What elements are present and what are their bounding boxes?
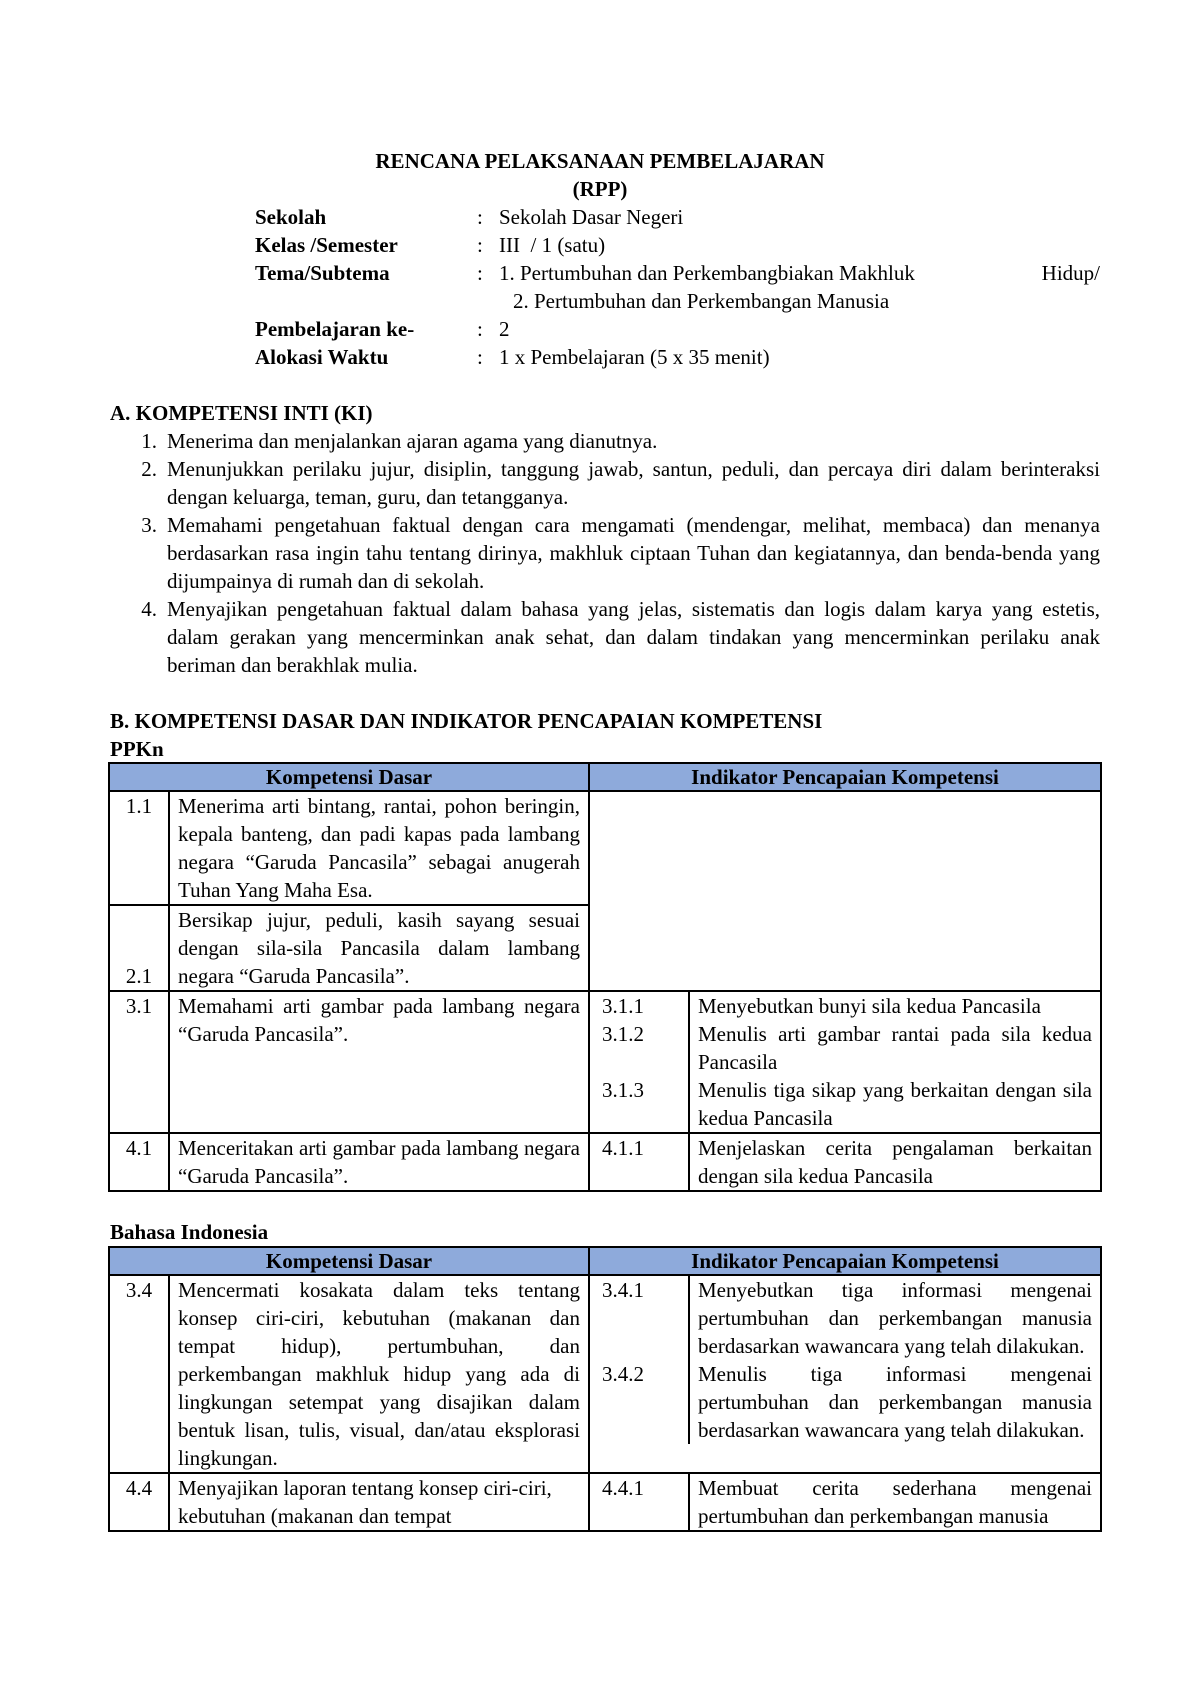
- theme-line-1: [499, 259, 1100, 287]
- section-b-heading: B. KOMPETENSI DASAR DAN INDIKATOR PENCAPAIAN KOMPETENSI: [110, 709, 823, 733]
- theme-value-line1-a: 1. Pertumbuhan dan Perkembangbiakan Makhluk: [499, 261, 915, 285]
- theme-value-line2: 2. Pertumbuhan dan Perkembangan Manusia: [513, 289, 890, 313]
- indicator-item: [598, 1134, 1092, 1190]
- table-row: [109, 1473, 1101, 1531]
- indicator-item: [598, 1276, 1092, 1360]
- table-row: [109, 991, 1101, 1133]
- kd-text: Bersikap jujur, peduli, kasih sayang sesuai dengan sila-sila Pancasila dalam lambang negara “Garuda Pancasila”.: [169, 905, 589, 991]
- list-item: [110, 595, 1100, 679]
- kd-text: Mencermati kosakata dalam teks tentang konsep ciri-ciri, kebutuhan (makanan dan tempat hidup), pertumbuhan, dan perkembangan makhluk hidup yang ada di lingkungan setempat yang disajikan dalam bentuk lisan, tulis, visual, dan/atau eksplorasi lingkungan.: [169, 1275, 589, 1473]
- list-item-text: Menerima dan menjalankan ajaran agama yang dianutnya.: [167, 429, 658, 453]
- bahasa-table: [108, 1246, 1102, 1532]
- kd-number: 4.1: [109, 1133, 169, 1191]
- colon: :: [477, 317, 483, 341]
- indicator-text: Membuat cerita sederhana mengenai pertumbuhan dan perkembangan manusia: [688, 1474, 1092, 1530]
- table-row: [109, 1275, 1101, 1473]
- column-header-ipk: Indikator Pencapaian Kompetensi: [589, 1247, 1101, 1275]
- school-label: Sekolah: [255, 205, 327, 229]
- indicator-cell: [589, 1275, 1101, 1473]
- kd-number: 3.1: [109, 991, 169, 1133]
- list-item-text: Menunjukkan perilaku jujur, disiplin, tanggung jawab, santun, peduli, dan percaya diri dalam berinteraksi dengan keluarga, teman, guru, dan tetangganya.: [167, 457, 1100, 509]
- kd-text: Memahami arti gambar pada lambang negara “Garuda Pancasila”.: [169, 991, 589, 1133]
- list-item-number: 2.: [141, 457, 157, 481]
- ki-list: [110, 427, 1100, 679]
- list-item: [110, 427, 1100, 455]
- indicator-item: [598, 1076, 1092, 1132]
- indicator-cell: [589, 991, 1101, 1133]
- list-item-text: Memahami pengetahuan faktual dengan cara mengamati (mendengar, melihat, membaca) dan menanya berdasarkan rasa ingin tahu tentang dirinya, makhluk ciptaan Tuhan dan kegiatannya, dan benda-benda yang dijumpainya di rumah dan di sekolah.: [167, 513, 1100, 593]
- document-title: RENCANA PELAKSANAAN PEMBELAJARAN: [375, 149, 825, 173]
- indicator-number: 4.1.1: [602, 1136, 644, 1160]
- indicator-cell: [589, 1133, 1101, 1191]
- time-label: Alokasi Waktu: [255, 345, 389, 369]
- kd-text: Menceritakan arti gambar pada lambang negara “Garuda Pancasila”.: [169, 1133, 589, 1191]
- indicator-number: 3.4.2: [602, 1362, 644, 1386]
- list-item-number: 3.: [141, 513, 157, 537]
- indicator-number: 3.4.1: [602, 1278, 644, 1302]
- list-item-text: Menyajikan pengetahuan faktual dalam bahasa yang jelas, sistematis dan logis dalam karya yang estetis, dalam gerakan yang mencerminkan anak sehat, dan dalam tindakan yang mencerminkan perilaku anak beriman dan berakhlak mulia.: [167, 597, 1100, 677]
- identity-row-school: [255, 203, 1100, 231]
- indicator-item: [598, 1360, 1092, 1444]
- table-header-row: [109, 1247, 1101, 1275]
- column-header-ipk: Indikator Pencapaian Kompetensi: [589, 763, 1101, 791]
- document-subtitle: (RPP): [572, 177, 628, 201]
- table-row: [109, 1133, 1101, 1191]
- subject-ppkn: PPKn: [110, 737, 164, 761]
- indicator-text: Menyebutkan tiga informasi mengenai pertumbuhan dan perkembangan manusia berdasarkan wawancara yang telah dilakukan.: [688, 1276, 1092, 1360]
- list-item-number: 1.: [141, 429, 157, 453]
- indicator-item: [598, 1474, 1092, 1530]
- section-a-heading: A. KOMPETENSI INTI (KI): [110, 401, 373, 425]
- table-row: [109, 791, 1101, 905]
- theme-value: [499, 259, 1100, 315]
- identity-row-class: [255, 231, 1100, 259]
- theme-value-line1-b: Hidup/: [1041, 261, 1100, 285]
- subject-bahasa: Bahasa Indonesia: [110, 1220, 269, 1244]
- indicator-item: [598, 1020, 1092, 1076]
- indicator-number: 3.1.2: [602, 1022, 644, 1046]
- kd-text: Menerima arti bintang, rantai, pohon beringin, kepala banteng, dan padi kapas pada lambang negara “Garuda Pancasila” sebagai anugerah Tuhan Yang Maha Esa.: [169, 791, 589, 905]
- colon: :: [477, 261, 483, 285]
- indicator-text: Menjelaskan cerita pengalaman berkaitan dengan sila kedua Pancasila: [688, 1134, 1092, 1190]
- indicator-number: 3.1.3: [602, 1078, 644, 1102]
- indicator-text: Menyebutkan bunyi sila kedua Pancasila: [688, 992, 1092, 1020]
- indicator-text: Menulis tiga informasi mengenai pertumbuhan dan perkembangan manusia berdasarkan wawancara yang telah dilakukan.: [688, 1360, 1092, 1444]
- identity-block: [255, 203, 1100, 371]
- indicator-cell: [589, 1473, 1101, 1531]
- kd-number: 1.1: [109, 791, 169, 905]
- indicator-item: [598, 992, 1092, 1020]
- colon: :: [477, 233, 483, 257]
- indicator-cell-empty: [589, 791, 1101, 991]
- identity-row-theme: [255, 259, 1100, 315]
- identity-row-lesson: [255, 315, 1100, 343]
- indicator-number: 4.4.1: [602, 1476, 644, 1500]
- list-item: [110, 511, 1100, 595]
- identity-row-time: [255, 343, 1100, 371]
- theme-label: Tema/Subtema: [255, 261, 390, 285]
- kd-number: 3.4: [109, 1275, 169, 1473]
- kd-number: 2.1: [109, 905, 169, 991]
- list-item-number: 4.: [141, 597, 157, 621]
- kd-text: Menyajikan laporan tentang konsep ciri-ciri, kebutuhan (makanan dan tempat: [169, 1473, 589, 1531]
- list-item: [110, 455, 1100, 511]
- lesson-label: Pembelajaran ke-: [255, 317, 415, 341]
- class-label: Kelas /Semester: [255, 233, 398, 257]
- indicator-text: Menulis arti gambar rantai pada sila kedua Pancasila: [688, 1020, 1092, 1076]
- table-header-row: [109, 763, 1101, 791]
- colon: :: [477, 345, 483, 369]
- indicator-number: 3.1.1: [602, 994, 644, 1018]
- indicator-text: Menulis tiga sikap yang berkaitan dengan sila kedua Pancasila: [688, 1076, 1092, 1132]
- lesson-value: 2: [499, 317, 510, 341]
- column-header-kd: Kompetensi Dasar: [109, 763, 589, 791]
- column-header-kd: Kompetensi Dasar: [109, 1247, 589, 1275]
- time-value: 1 x Pembelajaran (5 x 35 menit): [499, 345, 770, 369]
- school-value: Sekolah Dasar Negeri: [499, 205, 684, 229]
- kd-number: 4.4: [109, 1473, 169, 1531]
- colon: :: [477, 205, 483, 229]
- ppkn-table: [108, 762, 1102, 1192]
- class-value: III / 1 (satu): [499, 233, 606, 257]
